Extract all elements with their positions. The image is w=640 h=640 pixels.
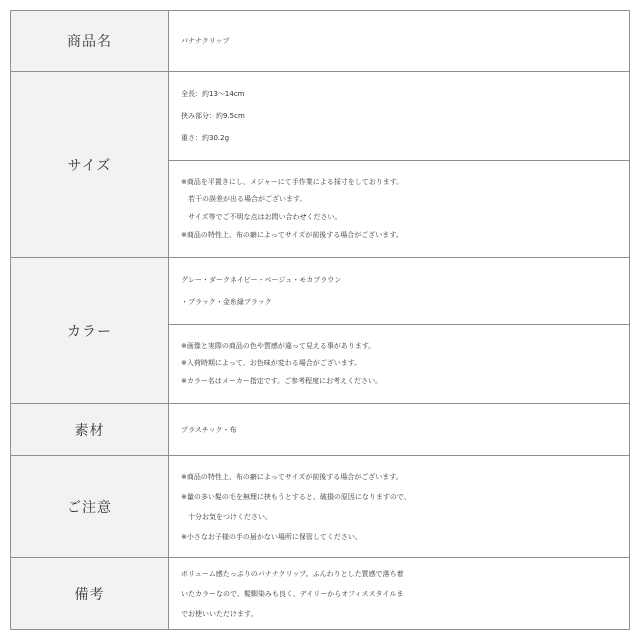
color-list: ・ブラック・金糸縁ブラック	[181, 298, 272, 306]
product-name-row	[11, 11, 629, 71]
remarks-line: ボリューム感たっぷりのバナナクリップ。ふんわりとした質感で落ち着	[181, 569, 404, 578]
product-name-value: バナナクリップ	[181, 37, 230, 45]
product-name-cell	[169, 11, 629, 71]
remarks-header: 備考	[11, 558, 169, 629]
caution-row	[11, 455, 629, 557]
caution-cell	[169, 456, 629, 557]
remarks-line: でお使いいただけます。	[181, 609, 258, 618]
color-note: ※入荷時期によって、お色味が変わる場合がございます。	[181, 359, 362, 368]
remarks-row	[11, 557, 629, 629]
size-clip-length: 挟み部分：約9.5cm	[181, 112, 245, 120]
material-header: 素材	[11, 404, 169, 455]
color-values-cell	[169, 258, 629, 324]
size-values-cell	[169, 72, 629, 160]
caution-header: ご注意	[11, 456, 169, 557]
material-value: プラスチック・布	[181, 425, 237, 434]
color-note: ※カラー名はメーカー指定です。ご参考程度にお考えください。	[181, 376, 383, 385]
size-weight: 重さ：約30.2g	[181, 134, 230, 142]
color-list: グレー・ダークネイビー・ベージュ・モカブラウン	[181, 276, 342, 284]
product-spec-table	[10, 10, 630, 630]
size-notes-cell	[169, 160, 629, 257]
size-total-length: 全長：約13～14cm	[181, 90, 245, 98]
size-note: 若干の誤差が出る場合がございます。	[181, 195, 307, 204]
product-name-header: 商品名	[11, 11, 169, 71]
caution-note: 十分お気をつけください。	[181, 512, 272, 521]
size-note: ※商品を平置きにし、メジャーにて手作業による採寸をしております。	[181, 177, 404, 186]
caution-note: ※商品の特性上、布の癖によってサイズが前後する場合がございます。	[181, 472, 403, 481]
size-row	[11, 71, 629, 257]
color-note: ※画像と実際の商品の色や質感が違って見える事があります。	[181, 341, 376, 350]
remarks-line: いたカラーなので、髪馴染みも良く、デイリーからオフィススタイルま	[181, 589, 404, 598]
material-cell	[169, 404, 629, 455]
color-row	[11, 257, 629, 403]
color-header: カラー	[11, 258, 169, 403]
caution-note: ※量の多い髪の毛を無理に挟もうとすると、破損の原因になりますので、	[181, 492, 411, 501]
color-notes-cell	[169, 324, 629, 403]
size-note: サイズ等でご不明な点はお問い合わせください。	[181, 213, 342, 221]
size-header: サイズ	[11, 72, 169, 257]
size-note: ※商品の特性上、布の癖によってサイズが前後する場合がございます。	[181, 230, 403, 239]
material-row	[11, 403, 629, 455]
remarks-cell	[169, 558, 629, 629]
caution-note: ※小さなお子様の手の届かない場所に保管してください。	[181, 532, 362, 541]
